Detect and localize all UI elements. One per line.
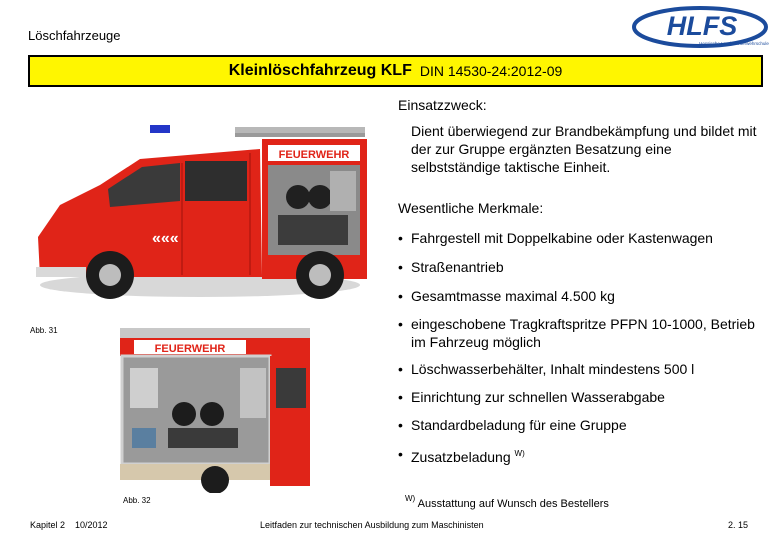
purpose-heading: Einsatzzweck:: [398, 97, 487, 113]
figure-caption-32: Abb. 32: [123, 496, 151, 505]
figure-caption-31: Abb. 31: [30, 326, 58, 335]
svg-text:«««: «««: [152, 230, 179, 247]
list-item: • Löschwasserbehälter, Inhalt mindestens 500 l: [398, 361, 695, 377]
hlfs-logo: [630, 5, 770, 49]
footer-title: Leitfaden zur technischen Ausbildung zum Maschinisten: [260, 520, 484, 530]
logo-text: HLFS: [666, 11, 738, 41]
purpose-text: Dient überwiegend zur Brandbekämpfung und bildet mit der zur Gruppe ergänzten Besatzung eine selbstständige taktische Einheit.: [411, 123, 757, 175]
svg-text:FEUERWEHR: FEUERWEHR: [278, 149, 350, 161]
footer-date: 10/2012: [75, 520, 108, 530]
vehicle-photo-side: [30, 97, 390, 319]
footer-chapter: Kapitel 2: [30, 520, 66, 530]
vehicle-photo-rear: [120, 328, 310, 493]
svg-text:FEUERWEHR: FEUERWEHR: [154, 343, 226, 355]
list-item: • Zusatzbeladung $^{W)}$: [398, 446, 525, 465]
list-item: • Fahrgestell mit Doppelkabine oder Kastenwagen: [398, 230, 713, 246]
footnote: $^{W)}$ Ausstattung auf Wunsch des Bestellers: [405, 494, 609, 510]
vehicle-norm: DIN 14530-24:2012-09: [419, 63, 563, 79]
title-bar: [28, 55, 763, 87]
vehicle-title: Kleinlöschfahrzeug KLF: [228, 62, 412, 79]
list-item: • Einrichtung zur schnellen Wasserabgabe: [398, 389, 665, 405]
list-item: • eingeschobene Tragkraftspritze PFPN 10-1000, Betrieb im Fahrzeug möglich: [398, 316, 755, 350]
superscript-mark: W): [514, 449, 525, 458]
features-heading: Wesentliche Merkmale:: [398, 200, 544, 216]
logo-subtitle: Hessische Landesfeuerwehrschule: [699, 41, 769, 46]
list-item: • Standardbeladung für eine Gruppe: [398, 417, 627, 433]
page-number: 2. 15: [728, 520, 749, 530]
list-item: • Straßenantrieb: [398, 259, 504, 275]
section-title: Löschfahrzeuge: [28, 28, 121, 43]
list-item: • Gesamtmasse maximal 4.500 kg: [398, 288, 615, 304]
